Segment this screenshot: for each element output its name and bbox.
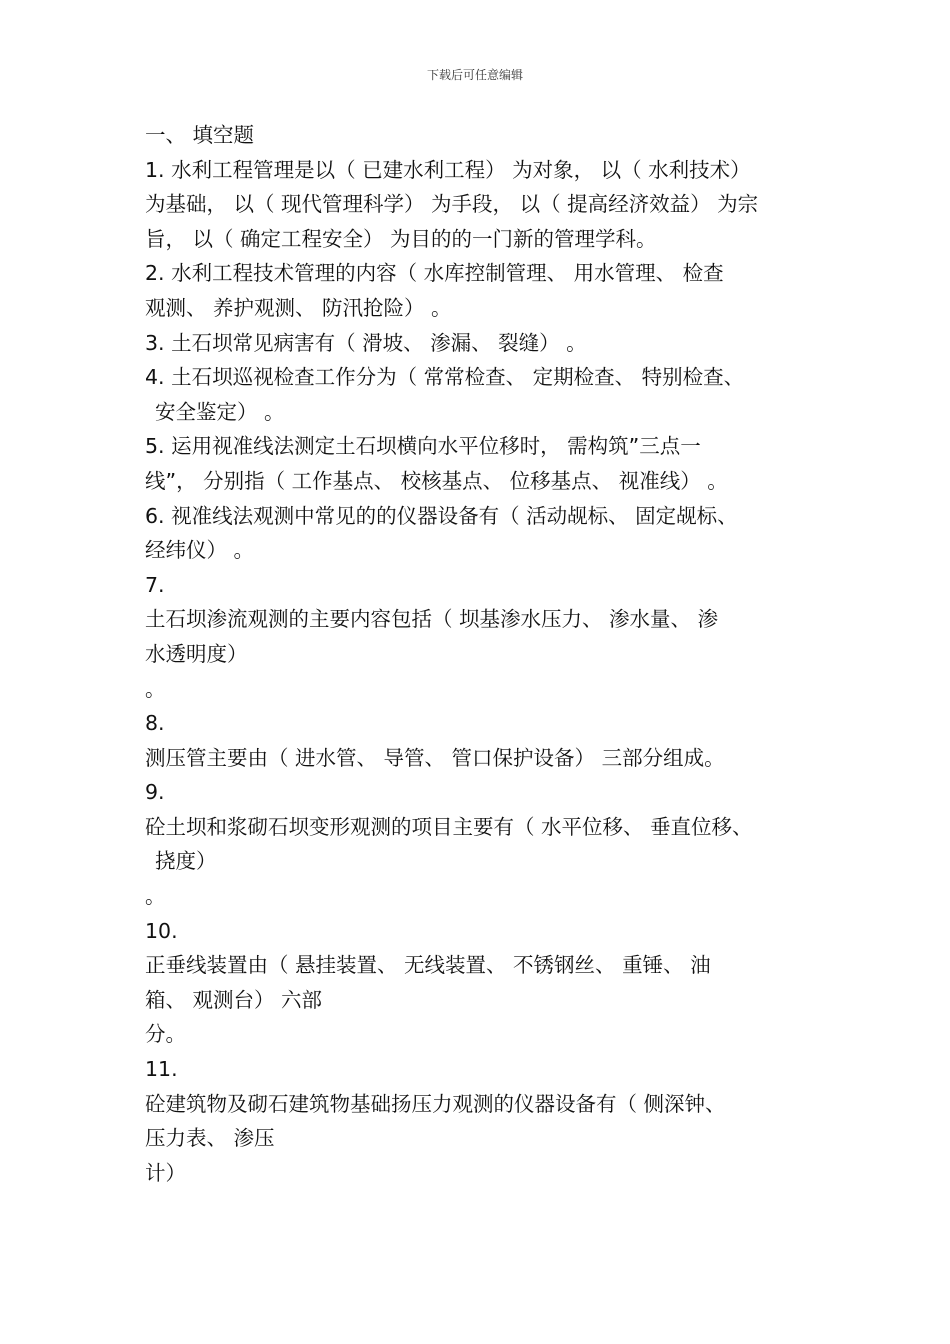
text-line-q9-a: 砼土坝和浆砌石坝变形观测的项目主要有（ 水平位移、 垂直位移、 (145, 814, 753, 839)
text-line-q3: 3. 土石坝常见病害有（ 滑坡、 渗漏、 裂缝） 。 (145, 330, 587, 355)
question-number-8: 8. (145, 711, 165, 736)
question-number-7: 7. (145, 572, 165, 597)
text-line-q9-c: 。 (145, 884, 166, 909)
text-line-q2-a: 2. 水利工程技术管理的内容（ 水库控制管理、 用水管理、 检查 (145, 261, 724, 286)
text-line-q1-c: 旨， 以（ 确定工程安全） 为目的的一门新的管理学科。 (145, 226, 657, 251)
text-line-q1-b: 为基础， 以（ 现代管理科学） 为手段， 以（ 提高经济效益） 为宗 (145, 192, 759, 217)
text-line-q6-b: 经纬仪） 。 (145, 538, 255, 563)
text-line-q11-a: 砼建筑物及砌石建筑物基础扬压力观测的仪器设备有（ 侧深钟、 (145, 1091, 726, 1116)
text-line-q4-a: 4. 土石坝巡视检查工作分为（ 常常检查、 定期检查、 特别检查、 (145, 365, 745, 390)
text-line-q2-b: 观测、 养护观测、 防汛抢险） 。 (145, 295, 452, 320)
text-line-q10-a: 正垂线装置由（ 悬挂装置、 无线装置、 不锈钢丝、 重锤、 油 (145, 953, 711, 978)
question-number-9: 9. (145, 780, 165, 805)
text-line-q6-a: 6. 视准线法观测中常见的的仪器设备有（ 活动觇标、 固定觇标、 (145, 503, 738, 528)
text-line-q7-b: 水透明度） (145, 641, 248, 666)
text-line-q7-a: 土石坝渗流观测的主要内容包括（ 坝基渗水压力、 渗水量、 渗 (145, 607, 719, 632)
text-line-q1-a: 1. 水利工程管理是以（ 已建水利工程） 为对象， 以（ 水利技术） (145, 157, 751, 182)
section-title: 一、 填空题 (145, 123, 255, 147)
text-line-q10-b: 箱、 观测台） 六部 (145, 987, 323, 1012)
document-body (145, 118, 820, 1190)
text-line-q11-b: 压力表、 渗压 (145, 1126, 275, 1151)
text-line-q5-a: 5. 运用视准线法测定土石坝横向水平位移时， 需构筑”三点一 (145, 434, 701, 459)
text-line-q10-c: 分。 (145, 1022, 186, 1047)
text-line-q7-c: 。 (145, 676, 166, 701)
text-line-q9-b: 挠度） (155, 849, 217, 874)
text-line-q11-c: 计） (145, 1160, 186, 1185)
text-line-q5-b: 线”， 分别指（ 工作基点、 校核基点、 位移基点、 视准线） 。 (145, 468, 728, 493)
text-line-q8: 测压管主要由（ 进水管、 导管、 管口保护设备） 三部分组成。 (145, 745, 725, 770)
question-number-10: 10. (145, 918, 178, 943)
page-header: 下载后可任意编辑 (426, 68, 523, 82)
question-number-11: 11. (145, 1057, 178, 1082)
text-line-q4-b: 安全鉴定） 。 (155, 399, 285, 424)
